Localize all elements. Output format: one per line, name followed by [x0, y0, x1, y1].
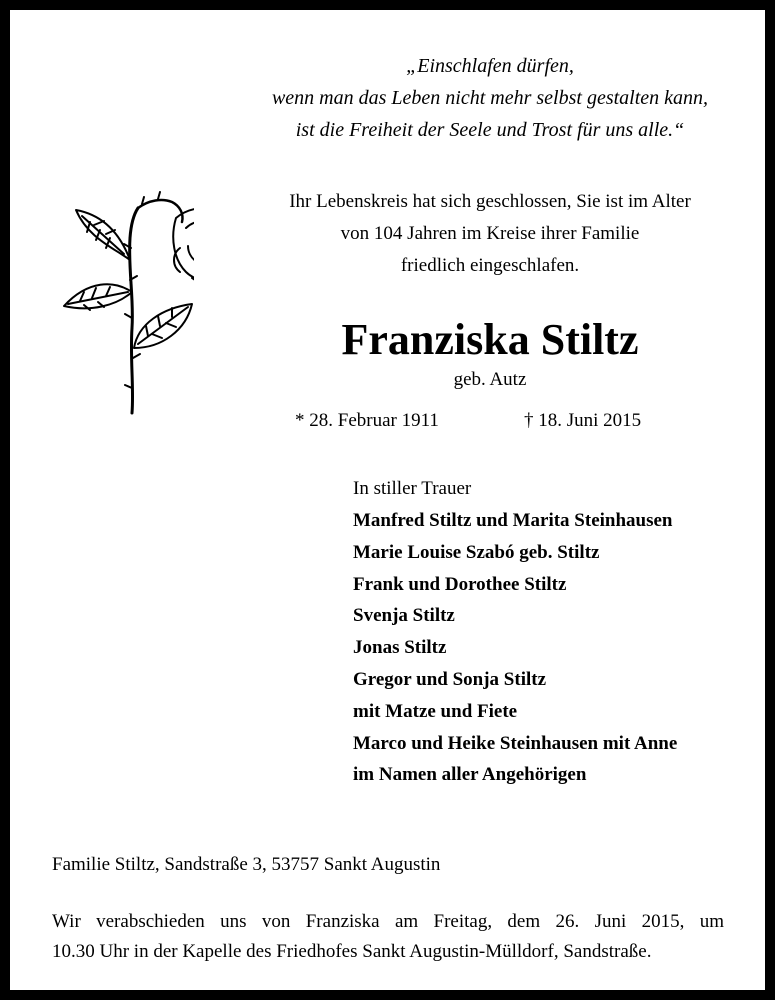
deceased-name: Franziska Stiltz	[341, 315, 639, 364]
funeral-info	[52, 907, 724, 967]
birth-name: geb. Autz	[453, 369, 527, 390]
quote-line: wenn man das Leben nicht mehr selbst gestalten kann,	[271, 87, 709, 109]
quote-line: „Einschlafen dürfen,	[406, 55, 574, 77]
intro-text	[230, 186, 750, 282]
intro-line: von 104 Jahren im Kreise ihrer Familie	[340, 223, 640, 244]
mourner-entry: Marco und Heike Steinhausen mit Anne	[353, 732, 678, 754]
mourner-entry: Gregor und Sonja Stiltz	[353, 668, 547, 690]
family-address: Familie Stiltz, Sandstraße 3, 53757 Sankt Augustin	[52, 854, 441, 875]
death-date: † 18. Juni 2015	[524, 410, 642, 431]
epigraph-quote	[210, 50, 770, 146]
mourner-entry: mit Matze und Fiete	[353, 700, 518, 722]
life-dates	[10, 407, 765, 435]
mourner-entry: im Namen aller Angehörigen	[353, 764, 587, 786]
mourner-entry: Svenja Stiltz	[353, 605, 455, 627]
mourner-entry: Marie Louise Szabó geb. Stiltz	[353, 541, 600, 563]
mourner-entry: Frank und Dorothee Stiltz	[353, 573, 567, 595]
rose-icon	[54, 188, 194, 428]
funeral-line: Wir verabschieden uns von Franziska am Freitag, dem 26. Juni 2015, um	[52, 911, 724, 932]
mourner-entry: Manfred Stiltz und Marita Steinhausen	[353, 510, 673, 531]
quote-line: ist die Freiheit der Seele und Trost für uns alle.“	[295, 119, 685, 141]
intro-line: friedlich eingeschlafen.	[400, 255, 580, 276]
mourners-list	[353, 505, 677, 791]
funeral-line: 10.30 Uhr in der Kapelle des Friedhofes Sankt Augustin-Mülldorf, Sandstraße.	[52, 941, 652, 962]
mourning-label: In stiller Trauer	[353, 478, 472, 499]
intro-line: Ihr Lebenskreis hat sich geschlossen, Sie ist im Alter	[289, 191, 691, 212]
mourner-entry: Jonas Stiltz	[353, 637, 447, 659]
birth-date: * 28. Februar 1911	[295, 410, 439, 431]
